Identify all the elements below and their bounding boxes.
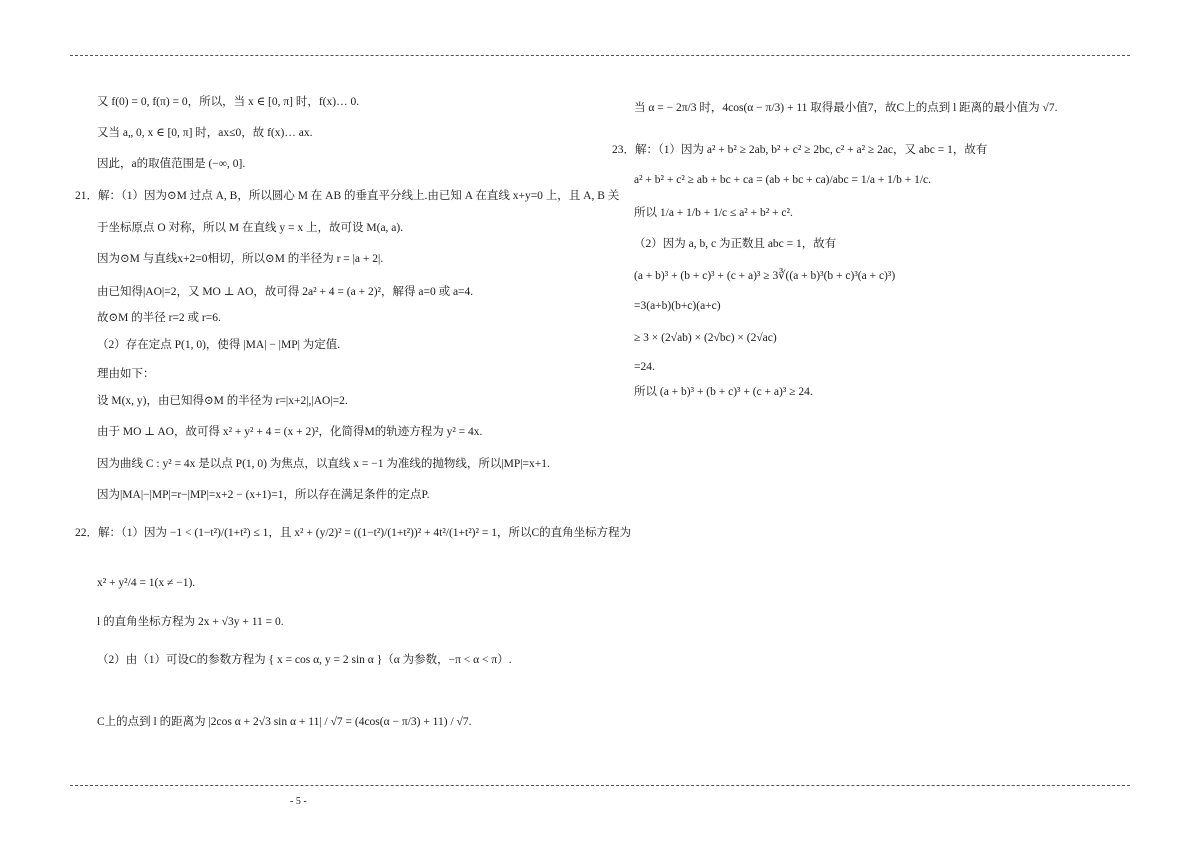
- page-number: - 5 -: [290, 796, 307, 807]
- right-line-10: 所以 (a + b)³ + (b + c)³ + (c + a)³ ≥ 24.: [634, 386, 813, 398]
- left-line-3: 因此，a的取值范围是 (−∞, 0].: [97, 158, 246, 170]
- right-line-8: ≥ 3 × (2√ab) × (2√bc) × (2√ac): [634, 332, 777, 344]
- left-line-14: 因为|MA|−|MP|=r−|MP|=x+2 − (x+1)=1，所以存在满足条件的定点P.: [97, 489, 430, 501]
- left-line-1: 又 f(0) = 0, f(π) = 0，所以，当 x ∈ [0, π] 时，f(x)… 0.: [97, 96, 360, 108]
- left-line-19: C上的点到 l 的距离为 |2cos α + 2√3 sin α + 11| / √7 = (4cos(α − π/3) + 11) / √7.: [97, 716, 472, 728]
- top-dashed-rule: [70, 55, 1130, 56]
- left-line-12: 由于 MO ⊥ AO，故可得 x² + y² + 4 = (x + 2)²，化简得M的轨迹方程为 y² = 4x.: [97, 426, 483, 438]
- left-line-18: （2）由（1）可设C的参数方程为 { x = cos α, y = 2 sin α }（α 为参数，−π < α < π）.: [97, 654, 512, 666]
- problem-22-intro: 22．解：（1）因为 −1 < (1−t²)/(1+t²) ≤ 1，且 x² + (y/2)² = ((1−t²)/(1+t²))² + 4t²/(1+t²)² = 1，所以C的直角坐标方程为: [75, 527, 632, 539]
- left-line-9: （2）存在定点 P(1, 0)，使得 |MA| − |MP| 为定值.: [97, 339, 341, 351]
- left-line-13: 因为曲线 C : y² = 4x 是以点 P(1, 0) 为焦点，以直线 x = −1 为准线的抛物线，所以|MP|=x+1.: [97, 458, 550, 470]
- right-line-9: =24.: [634, 361, 655, 373]
- problem-23-intro: 23．解：（1）因为 a² + b² ≥ 2ab, b² + c² ≥ 2bc, c² + a² ≥ 2ac，又 abc = 1，故有: [612, 144, 988, 156]
- right-line-1: 当 α = − 2π/3 时，4cos(α − π/3) + 11 取得最小值7，故C上的点到 l 距离的最小值为 √7.: [634, 102, 1058, 114]
- right-line-7: =3(a+b)(b+c)(a+c): [634, 300, 721, 312]
- right-line-5: （2）因为 a, b, c 为正数且 abc = 1，故有: [634, 238, 837, 250]
- right-line-4: 所以 1/a + 1/b + 1/c ≤ a² + b² + c².: [634, 207, 793, 219]
- left-line-17: l 的直角坐标方程为 2x + √3y + 11 = 0.: [97, 616, 284, 628]
- left-line-5: 于坐标原点 O 对称，所以 M 在直线 y = x 上，故可设 M(a, a).: [97, 222, 404, 234]
- problem-21-intro: 21．解：（1）因为⊙M 过点 A, B，所以圆心 M 在 AB 的垂直平分线上.由已知 A 在直线 x+y=0 上，且 A, B 关: [75, 190, 620, 202]
- left-line-2: 又当 a„ 0, x ∈ [0, π] 时，ax≤0，故 f(x)… ax.: [97, 127, 313, 139]
- left-line-7: 由已知得|AO|=2，又 MO ⊥ AO，故可得 2a² + 4 = (a + 2)²，解得 a=0 或 a=4.: [97, 286, 474, 298]
- left-line-11: 设 M(x, y)，由已知得⊙M 的半径为 r=|x+2|,|AO|=2.: [97, 395, 348, 407]
- left-line-16: x² + y²/4 = 1(x ≠ −1).: [97, 577, 196, 589]
- left-line-6: 因为⊙M 与直线x+2=0相切，所以⊙M 的半径为 r = |a + 2|.: [97, 253, 384, 265]
- right-line-6: (a + b)³ + (b + c)³ + (c + a)³ ≥ 3∛((a + b)³(b + c)³(a + c)³): [634, 270, 896, 282]
- left-line-10: 理由如下：: [97, 368, 155, 380]
- bottom-dashed-rule: [70, 785, 1130, 786]
- left-line-8: 故⊙M 的半径 r=2 或 r=6.: [97, 312, 221, 324]
- right-line-3: a² + b² + c² ≥ ab + bc + ca = (ab + bc + ca)/abc = 1/a + 1/b + 1/c.: [634, 174, 932, 186]
